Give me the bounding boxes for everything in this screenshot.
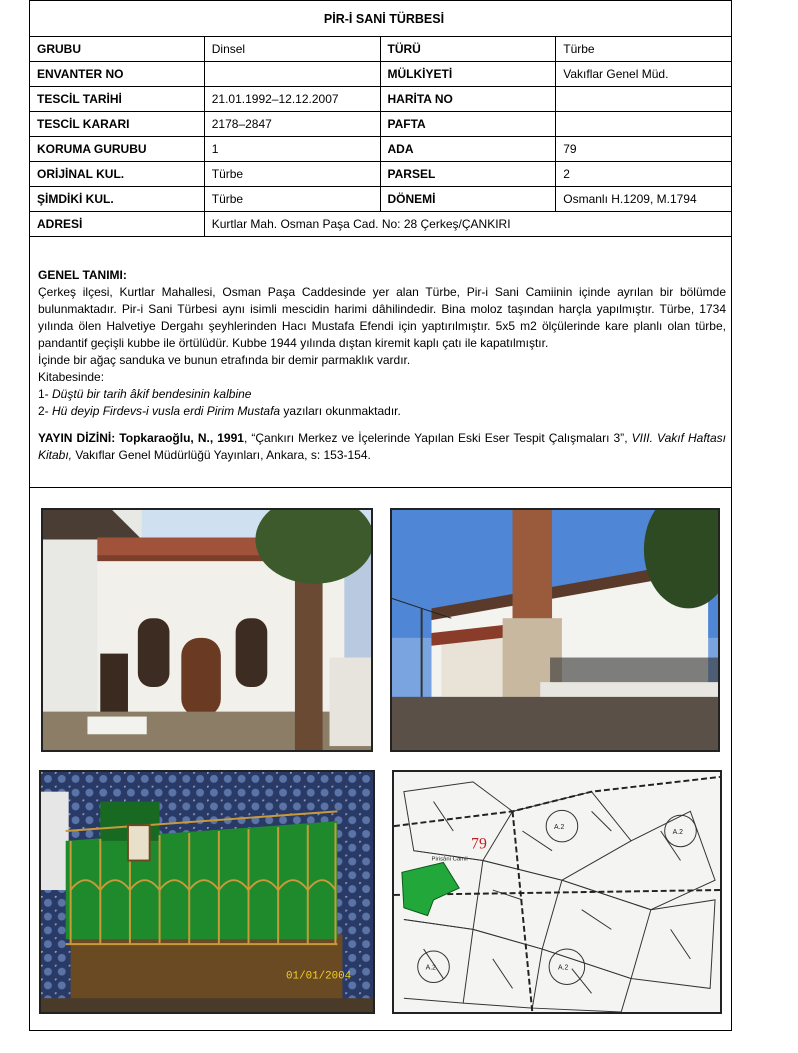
table-row [30,162,732,187]
table-row [30,87,732,112]
photo-sarcophagus [39,770,375,1014]
publication-label: YAYIN DİZİNİ: [38,431,116,445]
value-sheet [556,112,732,137]
map-label: A.2 [425,964,436,972]
photo-minaret [390,508,720,752]
inscription-prefix: 1- [38,387,53,401]
inscription-prefix: 2- [38,404,53,418]
value-registration-date: 21.01.1992–12.12.2007 [204,87,380,112]
description-paragraph: Çerkeş ilçesi, Kurtlar Mahallesi, Osman Paşa Caddesinde yer alan Türbe, Pir-i Sani Camiinin içinde ayrılan bir bölümde bulunmaktadır. Pir-i Sani Türbesi aynı isimli mescidin harimi dâhilindedir. Bina moloz taşından harçla yapılmıştır. Türbe, 1734 yılında ölen Halvetiye Dergahı şeyhlerinden Hacı Mustafa Efendi için yaptırılmıştır. 5x5 m2 ölçülerinde kare planlı olan türbe, pandantif geçişli kubbe ile örtülüdür. Kubbe 1944 yılında dıştan kiremit kaplı çatı ile kapatılmıştır. [38,285,726,350]
map-label: A.2 [557,964,569,972]
map-label-cami: Pirisâni Camii [431,856,468,863]
value-registration-decision: 2178–2847 [204,112,380,137]
label-registration-decision: TESCİL KARARI [30,112,205,137]
label-map-no: HARİTA NO [380,87,556,112]
label-address: ADRESİ [30,212,205,237]
inventory-table [29,0,732,237]
general-description [38,267,726,464]
label-protection-group: KORUMA GURUBU [30,137,205,162]
value-protection-group: 1 [204,137,380,162]
label-group: GRUBU [30,37,205,62]
photo-cadastral-map [392,770,722,1014]
table-row [30,187,732,212]
table-row [30,62,732,87]
value-block: 79 [556,137,732,162]
description-heading: GENEL TANIMI: [38,268,127,282]
publication-book: VIII. Vakıf Haftası Kitabı, [38,431,727,462]
value-inventory-no [204,62,380,87]
publication-index [38,430,726,464]
table-row [30,137,732,162]
label-period: DÖNEMİ [380,187,556,212]
label-parcel: PARSEL [380,162,556,187]
inscription-suffix: yazıları okunmaktadır. [280,404,401,418]
label-current-use: ŞİMDİKİ KUL. [30,187,205,212]
label-sheet: PAFTA [380,112,556,137]
inscription-text: Düştü bir tarih âkif bendesinin kalbine [52,387,252,401]
page-title: PİR-İ SANİ TÜRBESİ [30,1,732,37]
table-row [30,112,732,137]
value-ownership: Vakıflar Genel Müd. [556,62,732,87]
map-label: A.2 [672,828,683,836]
map-block-number: 79 [471,835,487,853]
photo-date-stamp: 01/01/2004 [286,970,352,983]
publication-rest: Vakıflar Genel Müdürlüğü Yayınları, Ankara, s: 153-154. [72,448,371,462]
label-ownership: MÜLKİYETİ [380,62,556,87]
description-line: Kitabesinde: [38,370,105,384]
label-type: TÜRÜ [380,37,556,62]
section-divider [30,487,731,488]
value-type: Türbe [556,37,732,62]
map-label: A.2 [554,824,565,832]
value-map-no [556,87,732,112]
label-inventory-no: ENVANTER NO [30,62,205,87]
value-period: Osmanlı H.1209, M.1794 [556,187,732,212]
value-parcel: 2 [556,162,732,187]
value-group: Dinsel [204,37,380,62]
label-block: ADA [380,137,556,162]
publication-author: Topkaraoğlu, N., 1991 [119,431,244,445]
description-line: İçinde bir ağaç sanduka ve bunun etrafında bir demir parmaklık vardır. [38,353,411,367]
publication-article: “Çankırı Merkez ve İçelerinde Yapılan Eski Eser Tespit Çalışmaları 3” [251,431,625,445]
inscription-2 [38,403,726,420]
publication-sep: , [624,431,632,445]
inscription-1 [38,386,726,403]
inscription-text: Hü deyip Firdevs-i vusla erdi Pirim Mustafa [52,404,281,418]
table-row [30,212,732,237]
label-original-use: ORİJİNAL KUL. [30,162,205,187]
label-registration-date: TESCİL TARİHİ [30,87,205,112]
value-address: Kurtlar Mah. Osman Paşa Cad. No: 28 Çerkeş/ÇANKIRI [204,212,731,237]
publication-sep: , [243,431,252,445]
value-current-use: Türbe [204,187,380,212]
photo-facade [41,508,373,752]
table-row [30,37,732,62]
value-original-use: Türbe [204,162,380,187]
